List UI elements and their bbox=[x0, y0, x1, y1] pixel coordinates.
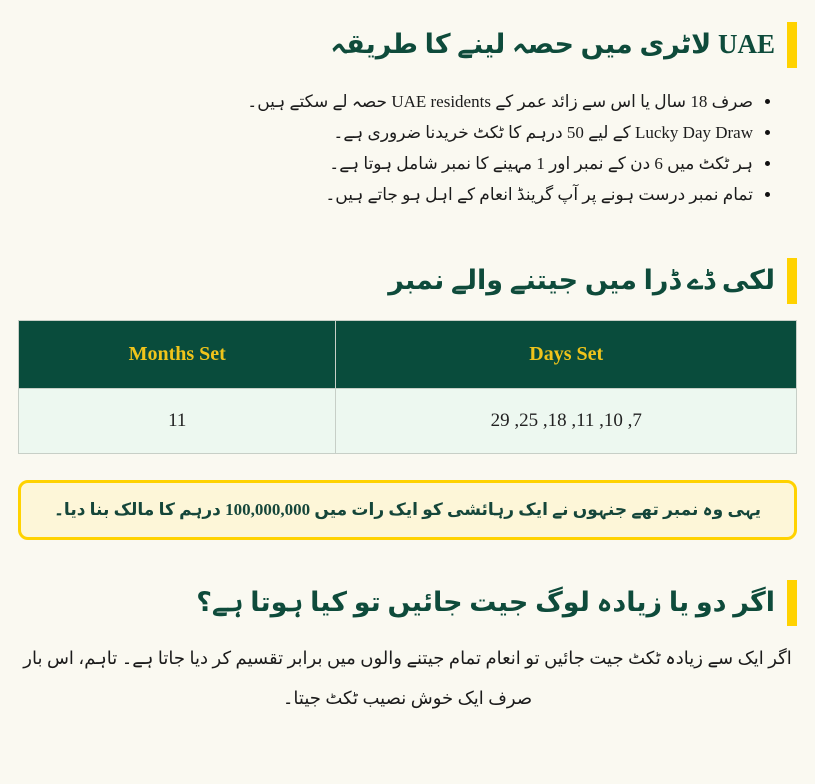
table-header-row bbox=[19, 321, 797, 389]
winning-numbers-heading bbox=[0, 258, 815, 304]
column-header-months-set: Months Set bbox=[19, 321, 336, 389]
section-winning-numbers bbox=[0, 258, 815, 540]
heading-accent-bar bbox=[787, 258, 797, 304]
list-item: • تمام نمبر درست ہونے پر آپ گرینڈ انعام کے اہل ہو جاتے ہیں۔ bbox=[18, 179, 753, 210]
list-item: • ہر ٹکٹ میں 6 دن کے نمبر اور 1 مہینے کا نمبر شامل ہوتا ہے۔ bbox=[18, 148, 753, 179]
months-set-value: 11 bbox=[19, 389, 336, 454]
column-header-days-set: Days Set bbox=[336, 321, 797, 389]
section-how-to-participate bbox=[0, 22, 815, 210]
section-title: اگر دو یا زیادہ لوگ جیت جائیں تو کیا ہوتا ہے؟ bbox=[196, 587, 775, 618]
table-row bbox=[19, 389, 797, 454]
article-page bbox=[0, 22, 815, 718]
page-title: UAE لاٹری میں حصہ لینے کا طریقہ bbox=[330, 29, 775, 60]
how-to-bullet-list bbox=[18, 86, 769, 210]
days-set-value: 7, 10, 11, 18, 25, 29 bbox=[336, 389, 797, 454]
list-item: • Lucky Day Draw کے لیے 50 درہم کا ٹکٹ خریدنا ضروری ہے۔ bbox=[18, 117, 753, 148]
heading-accent-bar bbox=[787, 22, 797, 68]
list-item: • صرف 18 سال یا اس سے زائد عمر کے UAE residents حصہ لے سکتے ہیں۔ bbox=[18, 86, 753, 117]
multiple-winners-heading bbox=[0, 580, 815, 626]
heading-accent-bar bbox=[787, 580, 797, 626]
section-title: لکی ڈے ڈرا میں جیتنے والے نمبر bbox=[388, 265, 775, 296]
winning-numbers-table bbox=[18, 320, 797, 454]
highlight-note-box bbox=[18, 480, 797, 540]
multiple-winners-paragraph: اگر ایک سے زیادہ ٹکٹ جیت جائیں تو انعام تمام جیتنے والوں میں برابر تقسیم کر دیا جاتا ہے۔ تاہم، اس بار صرف ایک خوش نصیب ٹکٹ جیتا۔ bbox=[23, 648, 792, 708]
highlight-note-text: یہی وہ نمبر تھے جنہوں نے ایک رہائشی کو ایک رات میں 100,000,000 درہم کا مالک بنا دیا۔ bbox=[53, 500, 762, 519]
how-to-heading bbox=[0, 22, 815, 68]
section-multiple-winners bbox=[0, 580, 815, 718]
